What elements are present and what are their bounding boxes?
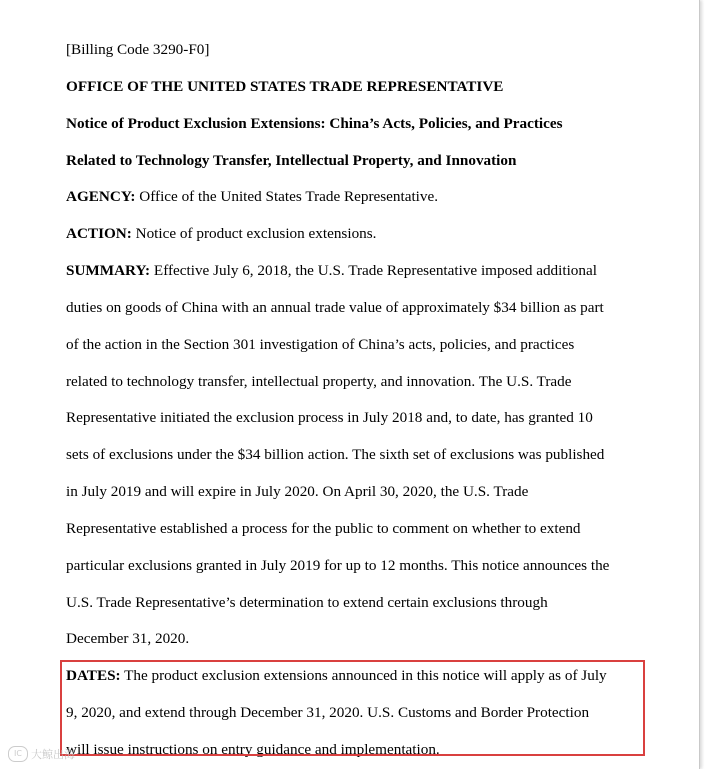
dates-line: will issue instructions on entry guidance and implementation.	[66, 741, 440, 758]
watermark-logo-icon: IC	[8, 746, 28, 762]
office-heading: OFFICE OF THE UNITED STATES TRADE REPRESENTATIVE	[66, 78, 504, 95]
summary-line	[66, 261, 597, 281]
summary-label: SUMMARY:	[66, 262, 151, 279]
agency-text: Office of the United States Trade Representative.	[135, 188, 439, 205]
summary-line: of the action in the Section 301 investigation of China’s acts, policies, and practices	[66, 336, 575, 353]
watermark-text: 大鲸出海	[31, 748, 75, 761]
billing-code: [Billing Code 3290-F0]	[66, 41, 210, 58]
summary-line: U.S. Trade Representative’s determination to extend certain exclusions through	[66, 594, 548, 611]
summary-line: Representative initiated the exclusion process in July 2018 and, to date, has granted 10	[66, 409, 593, 426]
dates-label: DATES:	[66, 667, 121, 684]
summary-line: in July 2019 and will expire in July 2020. On April 30, 2020, the U.S. Trade	[66, 483, 529, 500]
dates-text: The product exclusion extensions announced in this notice will apply as of July	[120, 667, 607, 684]
dates-line: 9, 2020, and extend through December 31, 2020. U.S. Customs and Border Protection	[66, 704, 590, 721]
agency-line	[66, 187, 438, 207]
dates-highlight-box	[60, 660, 645, 756]
summary-text: Effective July 6, 2018, the U.S. Trade Representative imposed additional	[150, 262, 597, 279]
action-line	[66, 224, 376, 244]
summary-line: related to technology transfer, intellectual property, and innovation. The U.S. Trade	[66, 373, 572, 390]
summary-line: duties on goods of China with an annual trade value of approximately $34 billion as part	[66, 299, 604, 316]
action-text: Notice of product exclusion extensions.	[131, 225, 377, 242]
summary-line: December 31, 2020.	[66, 630, 190, 647]
action-label: ACTION:	[66, 225, 132, 242]
summary-line: sets of exclusions under the $34 billion action. The sixth set of exclusions was published	[66, 446, 605, 463]
summary-line: Representative established a process for the public to comment on whether to extend	[66, 520, 581, 537]
notice-title-line-2: Related to Technology Transfer, Intellectual Property, and Innovation	[66, 152, 517, 169]
agency-label: AGENCY:	[66, 188, 136, 205]
watermark	[8, 744, 75, 764]
summary-line: particular exclusions granted in July 2019 for up to 12 months. This notice announces the	[66, 557, 610, 574]
notice-title-line-1: Notice of Product Exclusion Extensions: China’s Acts, Policies, and Practices	[66, 115, 563, 132]
